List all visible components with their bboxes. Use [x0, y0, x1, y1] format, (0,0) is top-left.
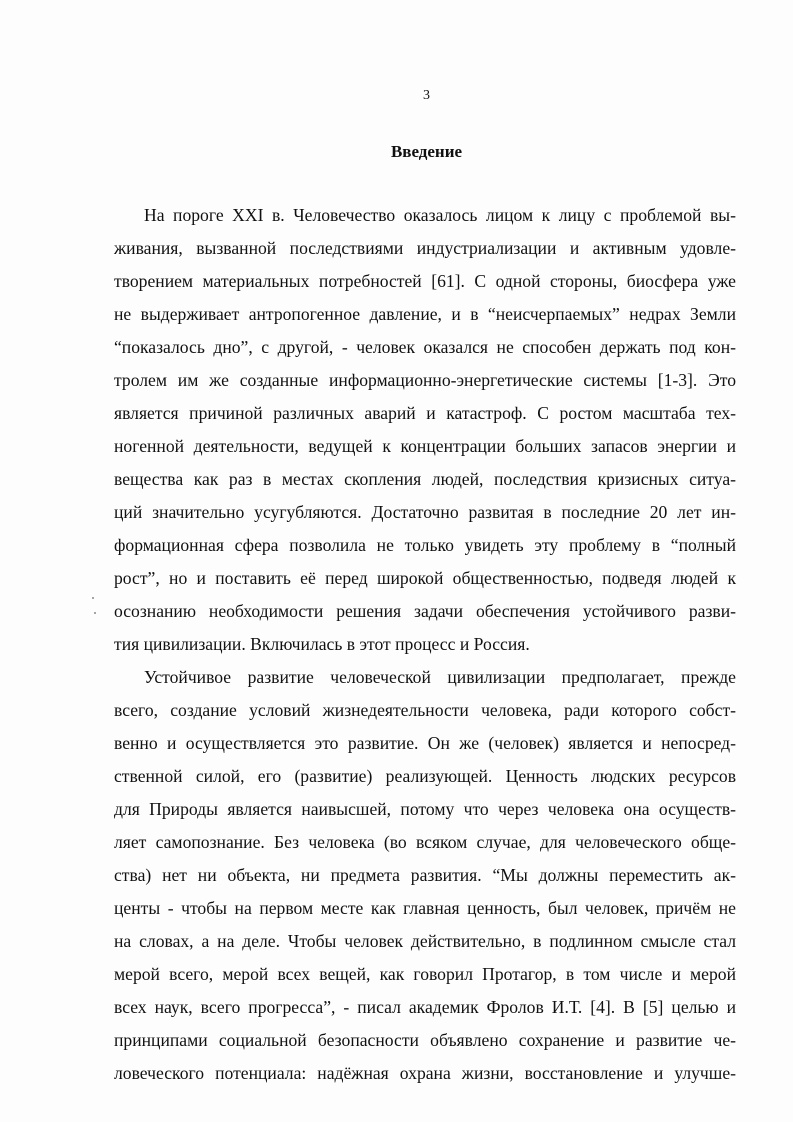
text-line: центы - чтобы на первом месте как главная ценность, был человек, причём не [114, 898, 736, 918]
scan-speck [92, 597, 94, 599]
text-line: на словах, а на деле. Чтобы человек действительно, в подлинном смысле стал [114, 931, 736, 951]
text-line: для Природы является наивысшей, потому что через человека она осуществ- [114, 799, 736, 819]
text-line: творением материальных потребностей [61]. С одной стороны, биосфера уже [114, 271, 736, 291]
text-line: ственной силой, его (развитие) реализующей. Ценность людских ресурсов [114, 766, 736, 786]
text-line: живания, вызванной последствиями индустриализации и активным удовле- [114, 238, 736, 258]
text-line: ляет самопознание. Без человека (во всяком случае, для человеческого обще- [114, 832, 736, 852]
text-line: принципами социальной безопасности объявлено сохранение и развитие че- [114, 1030, 736, 1050]
text-line: вещества как раз в местах скопления людей, последствия кризисных ситуа- [114, 469, 736, 489]
text-line: формационная сфера позволила не только увидеть эту проблему в “полный [114, 535, 736, 555]
text-line: венно и осуществляется это развитие. Он же (человек) является и непосред- [114, 733, 736, 753]
scan-speck [94, 612, 96, 614]
text-line: Устойчивое развитие человеческой цивилизации предполагает, прежде [144, 667, 736, 687]
text-line: тролем им же созданные информационно-энергетические системы [1-3]. Это [114, 370, 736, 390]
text-line: всех наук, всего прогресса”, - писал академик Фролов И.Т. [4]. В [5] целью и [114, 997, 736, 1017]
text-line: мерой всего, мерой всех вещей, как говорил Протагор, в том числе и мерой [114, 964, 736, 984]
text-line: ций значительно усугубляются. Достаточно развитая в последние 20 лет ин- [114, 502, 736, 522]
text-line: не выдерживает антропогенное давление, и в “неисчерпаемых” недрах Земли [114, 304, 736, 324]
text-line: рост”, но и поставить её перед широкой общественностью, подведя людей к [114, 568, 736, 588]
text-line: ногенной деятельности, ведущей к концентрации больших запасов энергии и [114, 436, 736, 456]
text-line: тия цивилизации. Включилась в этот процесс и Россия. [114, 634, 530, 654]
text-line: всего, создание условий жизнедеятельности человека, ради которого собст- [114, 700, 736, 720]
section-title: Введение [390, 142, 463, 161]
text-line: ловеческого потенциала: надёжная охрана жизни, восстановление и улучше- [114, 1063, 736, 1083]
text-line: “показалось дно”, с другой, - человек оказался не способен держать под кон- [114, 337, 736, 357]
text-line: ства) нет ни объекта, ни предмета развития. “Мы должны переместить ак- [114, 865, 736, 885]
page-number: 3 [423, 88, 430, 103]
text-line: осознанию необходимости решения задачи обеспечения устойчивого разви- [114, 601, 736, 621]
text-line: На пороге XXI в. Человечество оказалось лицом к лицу с проблемой вы- [144, 205, 736, 225]
text-line: является причиной различных аварий и катастроф. С ростом масштаба тех- [114, 403, 736, 423]
